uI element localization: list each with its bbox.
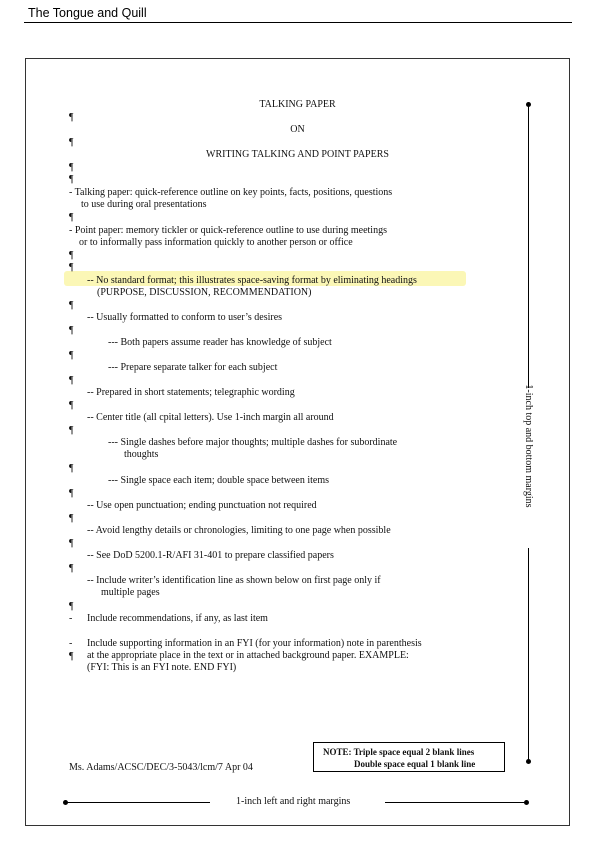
vertical-margin-line xyxy=(528,105,529,388)
body-line: Include recommendations, if any, as last item xyxy=(87,613,268,624)
pilcrow-mark: ¶ xyxy=(69,513,74,524)
pilcrow-mark: ¶ xyxy=(69,375,74,386)
pilcrow-mark: ¶ xyxy=(69,250,74,261)
body-line: -- Prepared in short statements; telegraphic wording xyxy=(87,387,295,398)
pilcrow-mark: ¶ xyxy=(69,350,74,361)
pilcrow-mark: ¶ xyxy=(69,400,74,411)
body-line: -- Include writer’s identification line as shown below on first page only if xyxy=(87,575,381,586)
title-line-2: ON xyxy=(290,124,305,135)
horizontal-margin-line xyxy=(385,802,527,803)
pilcrow-mark: ¶ xyxy=(69,563,74,574)
horizontal-margin-line xyxy=(66,802,210,803)
vertical-margin-line xyxy=(528,548,529,760)
body-line: or to informally pass information quickly to another person or office xyxy=(79,237,353,248)
body-line: -- No standard format; this illustrates space-saving format by eliminating headings xyxy=(87,275,417,286)
pilcrow-mark: ¶ xyxy=(69,425,74,436)
note-box xyxy=(313,742,505,772)
body-line: --- Single space each item; double space between items xyxy=(108,475,330,486)
margin-marker-dot xyxy=(524,800,529,805)
pilcrow-mark: ¶ xyxy=(69,262,74,273)
pilcrow-mark: ¶ xyxy=(69,112,74,123)
body-line: Include supporting information in an FYI (for your information) note in parenthesis xyxy=(87,638,422,649)
writer-id-line: Ms. Adams/ACSC/DEC/3-5043/lcm/7 Apr 04 xyxy=(69,762,253,773)
pilcrow-mark: ¶ xyxy=(69,325,74,336)
dash-marker: - xyxy=(69,638,73,649)
title-line-3: WRITING TALKING AND POINT PAPERS xyxy=(206,149,389,160)
body-line: - Point paper: memory tickler or quick-reference outline to use during meetings xyxy=(69,225,387,236)
body-line: --- Both papers assume reader has knowledge of subject xyxy=(108,337,332,348)
body-line: -- Usually formatted to conform to user’s desires xyxy=(87,312,283,323)
body-line: -- See DoD 5200.1-R/AFI 31-401 to prepare classified papers xyxy=(87,550,334,561)
body-line: --- Prepare separate talker for each subject xyxy=(108,362,278,373)
pilcrow-mark: ¶ xyxy=(69,651,74,662)
pilcrow-mark: ¶ xyxy=(69,488,74,499)
body-line: - Talking paper: quick-reference outline on key points, facts, positions, questions xyxy=(69,187,393,198)
vertical-margin-label: 1-inch top and bottom margins xyxy=(523,384,534,508)
body-line: --- Single dashes before major thoughts; multiple dashes for subordinate xyxy=(108,437,398,448)
running-header: The Tongue and Quill xyxy=(28,6,147,20)
body-line: to use during oral presentations xyxy=(81,199,207,210)
note-line-1: NOTE: Triple space equal 2 blank lines xyxy=(323,747,475,757)
pilcrow-mark: ¶ xyxy=(69,174,74,185)
body-line: multiple pages xyxy=(101,587,160,598)
body-line: thoughts xyxy=(124,449,159,460)
body-line: -- Avoid lengthy details or chronologies, limiting to one page when possible xyxy=(87,525,391,536)
pilcrow-mark: ¶ xyxy=(69,463,74,474)
body-line: at the appropriate place in the text or in attached background paper. EXAMPLE: xyxy=(87,650,409,661)
dash-marker: - xyxy=(69,613,73,624)
pilcrow-mark: ¶ xyxy=(69,601,74,612)
pilcrow-mark: ¶ xyxy=(69,538,74,549)
header-rule xyxy=(24,22,572,23)
body-line: (FYI: This is an FYI note. END FYI) xyxy=(87,662,237,673)
body-line: -- Center title (all cpital letters). Use 1-inch margin all around xyxy=(87,412,334,423)
pilcrow-mark: ¶ xyxy=(69,300,74,311)
margin-marker-dot xyxy=(526,759,531,764)
horizontal-margin-label: 1-inch left and right margins xyxy=(236,796,351,807)
title-line-1: TALKING PAPER xyxy=(259,99,336,110)
body-line: -- Use open punctuation; ending punctuation not required xyxy=(87,500,317,511)
pilcrow-mark: ¶ xyxy=(69,212,74,223)
pilcrow-mark: ¶ xyxy=(69,137,74,148)
body-line: (PURPOSE, DISCUSSION, RECOMMENDATION) xyxy=(97,287,312,298)
note-line-2: Double space equal 1 blank line xyxy=(354,759,476,769)
pilcrow-mark: ¶ xyxy=(69,162,74,173)
